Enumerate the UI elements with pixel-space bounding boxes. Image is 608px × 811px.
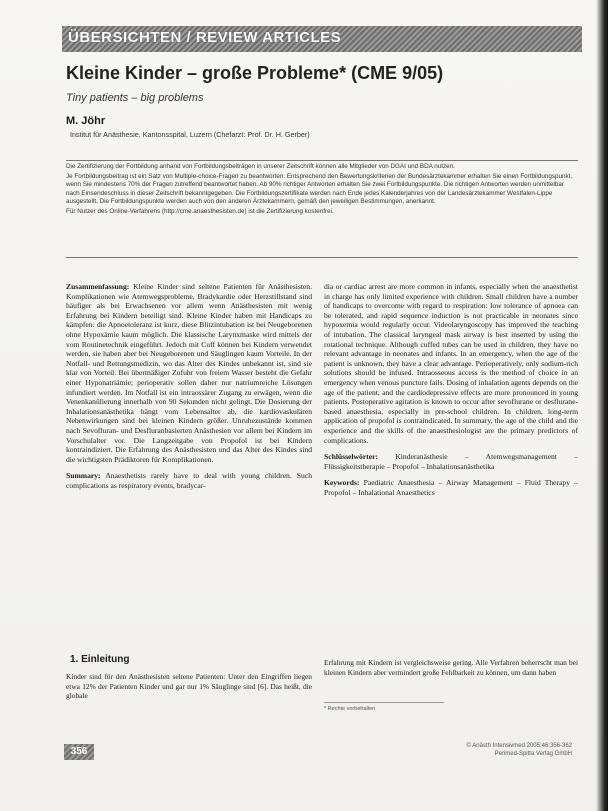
summary-english-label: Summary: <box>66 471 101 481</box>
cme-paragraph: Je Fortbildungsbeitrag ist ein Satz von Multiple-choice-Fragen zu beantworten. Entsprechend den Bewertungskriterien der Bundesärztekammer erhalten Sie einen Fortbildungspunkt, wenn Sie mindestens 70% der Fragen zutreffend beantwortet haben. Ab 90% richtiger Antworten erhalten Sie zwei Fortbildungspunkte. Die richtigen Antworten werden unmittelbar nach Einsendeschluss in dieser Zeitschrift bekanntgegeben. Die Fortbildungszertifikate werden nach Ende jedes Kalenderjahres von der Landesärztekammer Westfalen-Lippe ausgestellt. Die Fortbildungspunkte werden auch von den anderen Ärztekammern, gemäß den jeweiligen Bestimmungen, anerkannt. <box>66 173 573 205</box>
page-number: 356 <box>64 744 94 760</box>
keywords-english-label: Keywords: <box>324 478 360 488</box>
section-banner-text: ÜBERSICHTEN / REVIEW ARTICLES <box>68 29 342 46</box>
keywords-german-text: Kinderanästhesie – Atemwegsmanagement – Flüssigkeitstherapie – Propofol – Inhalationsanästhetika <box>324 452 578 471</box>
keywords-english <box>324 478 578 497</box>
introduction-right-text: Erfahrung mit Kindern ist vergleichsweise gering. Alle Verfahren beherrscht man bei kleinen Kindern aber vermindert große Fehlbarkeit zu können, um dann haben <box>324 658 578 677</box>
section-heading-introduction: 1. Einleitung <box>70 654 130 665</box>
scan-edge-shadow <box>596 0 608 811</box>
abstract-german-label: Zusammenfassung: <box>66 282 130 291</box>
publisher-info <box>467 742 573 758</box>
summary-english-start <box>66 471 312 490</box>
publisher-line: Perimed-Spitta Verlag GmbH <box>494 751 572 757</box>
left-column <box>66 282 312 497</box>
abstract-german-text: Kleine Kinder sind seltene Patienten für Anästhesisten. Komplikationen wie Atemwegsprobleme, Bradykardie oder Herzstillstand sind häufiger als bei Erwachsenen vor allem wenn Anästhesisten mit wenig Erfahrung bei Kindern beteiligt sind. Kleine Kinder haben mit Handicaps zu kämpfen: die Apnoetoleranz ist kurz, diese Blitzintubation ist bei Neugeborenen ohne Hypoxämie kaum möglich. Die klassische Larynxmaske wird mittels der vom Routinetechnik eingeführt. Jedoch mit Cuff können bei Kindern verwendet werden, sie haben aber bei Neugeborenen und Säuglingen kaum Vorteile. In der Notfall- und Rettungsmedizin, wo das Alter des Kindes unbekannt ist, sind sie klar von Vorteil. Bei übermäßiger Zufuhr von freiem Wasser besteht die Gefahr einer Hyponatriämie; perioperativ sollen daher nur natriumreiche Lösungen infundiert werden. Im Notfall ist ein intraossärer Zugang zu erwägen, wenn die Venenkanülierung innerhalb von 90 Sekunden nicht gelingt. Die Dosierung der Inhalationsanästhetika hängt vom Lebensalter ab, die kardiovaskulären Nebenwirkungen sind bei kleinen Kindern größer. Unruhezustände kommen nach Sevofluran- und Desfluranbasierten Anästhesien vor allem bei Kindern im Vorschulalter vor. Die Langzeitgabe von Propofol ist bei Kindern kontraindiziert. Die Erfahrung des Anästhesisten und das Alter des Kindes sind die wichtigsten Prädiktoren für Komplikationen. <box>66 282 312 464</box>
cme-paragraph: Für Nutzer des Online-Verfahrens (http://cme.anaesthesisten.de) ist die Zertifizierung kostenfrei. <box>66 208 334 216</box>
abstract-german <box>66 282 312 464</box>
section-banner <box>62 26 582 52</box>
keywords-english-text: Paediatric Anaesthesia – Airway Management – Fluid Therapy – Propofol – Inhalational Anaesthetics <box>324 478 578 497</box>
summary-english-text: Anaesthetists rarely have to deal with young children. Such complications as respiratory events, bradycar- <box>66 471 312 490</box>
publisher-line: © Anästh Intensivmed 2005;46:356-362 <box>466 743 572 749</box>
footnote: * Rechte vorbehalten <box>324 702 444 712</box>
keywords-german-label: Schlüsselwörter: <box>324 452 378 462</box>
right-column <box>324 282 578 504</box>
article-title: Kleine Kinder – große Probleme* (CME 9/05) <box>66 63 444 83</box>
summary-english-continued: dia or cardiac arrest are more common in infants, especially when the anaesthetist in charge has only limited experience with children. Small children have a number of handicaps to overcome with regard to respiration: low tolerance of apnoea can be tolerated, and rapid sequence induction is not practicable in neonates since hypoxemia would regularly occur. Videolaryngoscopy has improved the teaching of intubation. The classical laryngeal mask airway is best inserted by using the rotational technique. Although cuffed tubes can be used in children, they have no relevant advantage in neonates and infants. In an emergency, when the age of the patient is unknown, they have a clear advantage. Perioperatively, only sodium-rich solutions should be infused. Intraosseous access is the method of choice in an emergency when venous puncture fails. Dosing of inhalation agents depends on the age of the patient, and the cardiodepressive effects are more pronounced in young patients. Postoperative agitation is known to occur after sevoflurane or desflurane-based anaesthesia, especially in pre-school children. In children, long-term application of propofol is contraindicated. In summary, the age of the child and the experience and the skills of the anaesthesiologist are the primary predictors of complications. <box>324 282 578 445</box>
introduction-left-text: Kinder sind für den Anästhesisten seltene Patienten: Unter den Eingriffen liegen etwa 12% der Patienten Kinder und gar nur 1% Säuglinge sind [6]. Das heißt, die globale <box>66 672 312 701</box>
article-subtitle: Tiny patients – big problems <box>66 92 204 104</box>
author-affiliation: Institut für Anästhesie, Kantonsspital, Luzern (Chefarzt: Prof. Dr. H. Gerber) <box>70 130 310 139</box>
article-author: M. Jöhr <box>66 115 106 127</box>
cme-paragraph: Die Zertifizierung der Fortbildung anhand von Fortbildungsbeiträgen in unserer Zeitschrift können alle Mitglieder von DGAI und BDA nutzen. <box>66 163 455 170</box>
cme-info-box <box>66 160 578 258</box>
keywords-german <box>324 452 578 471</box>
